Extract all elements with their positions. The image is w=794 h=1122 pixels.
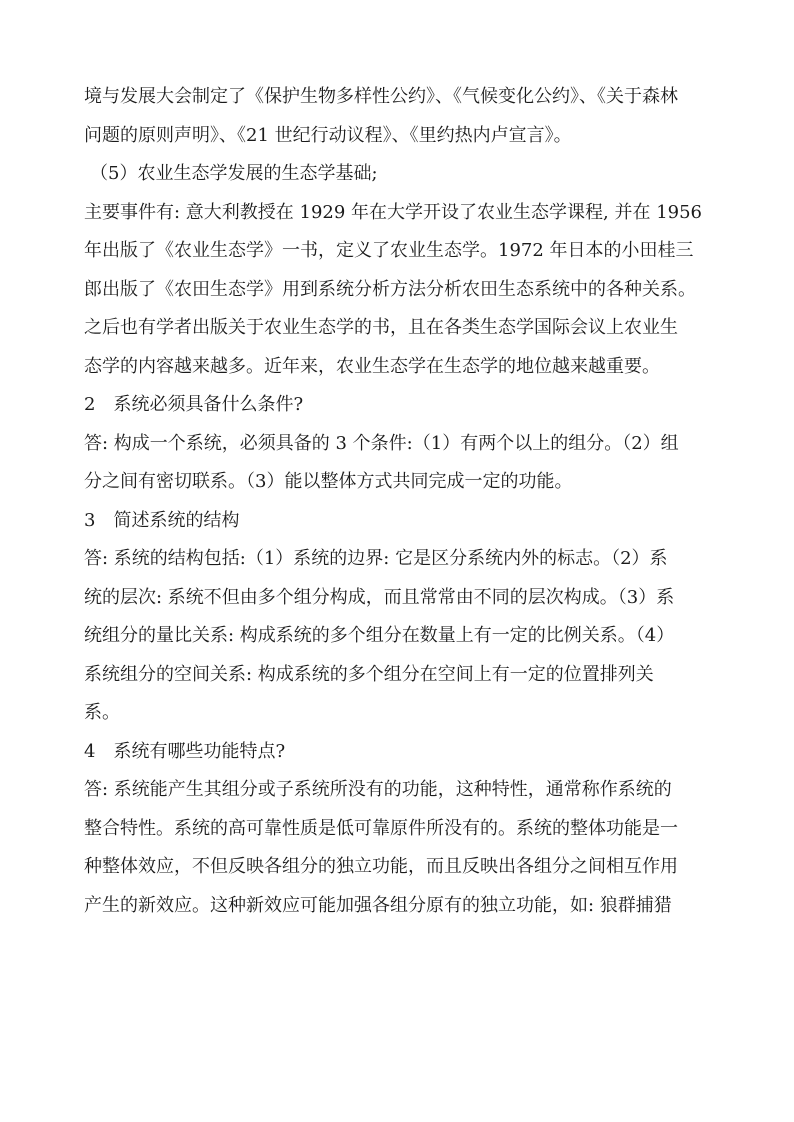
paragraph-main-events (84, 194, 712, 387)
text-line: 主要事件有: 意大利教授在 1929 年在大学开设了农业生态学课程, 并在 1956 (84, 201, 703, 223)
text-line: 态学的内容越来越多。近年来，农业生态学在生态学的地位越来越重要。 (84, 355, 660, 377)
question-heading-3 (84, 502, 712, 541)
question-heading-4 (84, 733, 712, 772)
text-line: 郎出版了《农田生态学》用到系统分析方法分析农田生态系统中的各种关系。 (84, 278, 696, 300)
heading-line: 2 系统必须具备什么条件? (84, 394, 304, 415)
answer-paragraph-4 (84, 771, 712, 925)
paragraph-environment-conventions (84, 78, 712, 155)
text-line: 种整体效应，不但反映各组分的独立功能，而且反映出各组分之间相互作用 (84, 856, 678, 877)
text-line: 整合特性。系统的高可靠性质是低可靠原件所没有的。系统的整体功能是一 (84, 817, 678, 839)
heading-line: （5）农业生态学发展的生态学基础; (90, 163, 378, 184)
heading-line: 4 系统有哪些功能特点? (84, 740, 286, 762)
answer-paragraph-2 (84, 425, 712, 502)
text-line: 问题的原则声明》、《21 世纪行动议程》、《里约热内卢宣言》。 (84, 124, 572, 146)
text-line: 统组分的量比关系: 构成系统的多个组分在数量上有一定的比例关系。（4） (84, 625, 675, 646)
text-line: 年出版了《农业生态学》一书，定义了农业生态学。1972 年日本的小田桂三 (84, 240, 694, 261)
question-heading-2 (84, 386, 712, 425)
text-line: 系统组分的空间关系: 构成系统的多个组分在空间上有一定的位置排列关 (84, 663, 654, 685)
document-body (84, 78, 712, 925)
text-line: 分之间有密切联系。（3）能以整体方式共同完成一定的功能。 (84, 471, 573, 492)
answer-paragraph-3 (84, 540, 712, 733)
text-line: 系。 (84, 702, 120, 723)
text-line: 产生的新效应。这种新效应可能加强各组分原有的独立功能，如: 狼群捕猎 (84, 894, 672, 916)
text-line: 境与发展大会制定了《保护生物多样性公约》、《气候变化公约》、《关于森林 (84, 86, 678, 107)
text-line: 答: 构成一个系统，必须具备的 3 个条件:（1）有两个以上的组分。（2）组 (84, 432, 679, 454)
text-line: 之后也有学者出版关于农业生态学的书，且在各类生态学国际会议上农业生 (84, 317, 678, 338)
section-heading-agroecology-basis (84, 155, 712, 194)
text-line: 答: 系统能产生其组分或子系统所没有的功能，这种特性，通常称作系统的 (84, 779, 672, 800)
text-line: 统的层次: 系统不但由多个组分构成，而且常常由不同的层次构成。（3）系 (84, 586, 675, 608)
heading-line: 3 简述系统的结构 (84, 509, 240, 531)
text-line: 答: 系统的结构包括:（1）系统的边界: 它是区分系统内外的标志。（2）系 (84, 548, 668, 569)
